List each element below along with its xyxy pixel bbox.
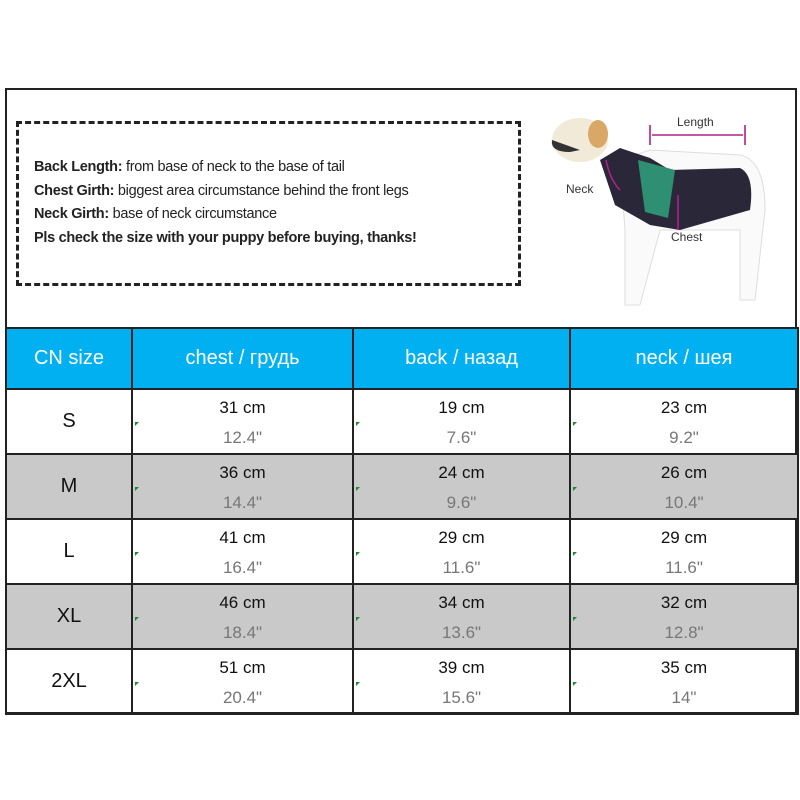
note-text: base of neck circumstance [108,206,277,222]
neck-cm: 29 cm [660,527,708,547]
back-cm: 34 cm [438,592,485,612]
cell-marker [573,422,577,426]
measurement-notes [16,121,521,286]
table-row [6,649,798,714]
table-row [6,519,798,584]
note-label: Chest Girth: [34,182,115,199]
chest-cell [132,519,353,584]
back-cell [353,389,570,454]
cell-marker [356,617,360,621]
size-cell: L [6,519,132,584]
chest-cm: 36 cm [219,462,266,482]
chest-label: Chest [671,230,703,244]
note-text: from base of neck to the base of tail [122,159,345,175]
header-back: back / назад [353,328,570,389]
note-neck-girth [34,203,417,227]
cell-marker [135,617,139,621]
table-header-row [6,328,798,389]
chest-cm: 46 cm [219,592,266,612]
chest-cm: 41 cm [219,527,266,547]
cell-marker [356,552,360,556]
back-cm: 19 cm [438,397,485,417]
table-row [6,454,798,519]
size-table [5,327,799,715]
note-back-length [34,156,417,180]
size-cell: 2XL [6,649,132,714]
chest-inches: 16.4" [222,557,263,577]
back-inches: 7.6" [446,427,477,447]
dog-measurement-diagram [540,100,790,315]
header-size: CN size [6,328,132,389]
cell-marker [573,617,577,621]
neck-inches: 14" [671,687,697,707]
cell-marker [356,422,360,426]
neck-inches: 9.2" [669,427,699,447]
length-label: Length [677,115,714,129]
cell-marker [135,552,139,556]
back-cell [353,454,570,519]
neck-inches: 11.6" [665,557,703,577]
size-cell: XL [6,584,132,649]
note-text: biggest area circumstance behind the front legs [114,182,409,199]
neck-cm: 26 cm [660,462,708,482]
note-label: Back Length: [34,159,123,175]
cell-marker [573,682,577,686]
chest-inches: 18.4" [222,622,263,642]
chest-cm: 51 cm [219,657,266,677]
cell-marker [135,487,139,491]
chest-cell [132,584,353,649]
note-chest-girth [34,180,417,204]
neck-cell [570,389,798,454]
size-cell: M [6,454,132,519]
back-inches: 15.6" [441,687,482,707]
neck-cm: 35 cm [660,657,708,677]
neck-cell [570,584,798,649]
chest-cm: 31 cm [219,397,266,417]
chest-inches: 20.4" [222,687,263,707]
cell-marker [356,487,360,491]
back-inches: 11.6" [442,557,481,577]
back-inches: 13.6" [441,622,482,642]
cell-marker [135,422,139,426]
cell-marker [356,682,360,686]
cell-marker [135,682,139,686]
chest-cell [132,454,353,519]
back-cell [353,584,570,649]
header-neck: neck / шея [570,328,798,389]
header-chest: chest / грудь [132,328,353,389]
note-reminder [34,227,417,251]
back-cell [353,649,570,714]
neck-cell [570,454,798,519]
back-cm: 39 cm [438,657,485,677]
size-cell: S [6,389,132,454]
back-inches: 9.6" [446,492,477,512]
dog-illustration [552,118,765,305]
table-row [6,389,798,454]
cell-marker [573,487,577,491]
table-row [6,584,798,649]
neck-inches: 12.8" [664,622,704,642]
neck-label: Neck [566,182,594,196]
back-cell [353,519,570,584]
note-label: Neck Girth: [34,206,109,222]
chest-cell [132,389,353,454]
chest-cell [132,649,353,714]
neck-cm: 23 cm [660,397,708,417]
cell-marker [573,552,577,556]
neck-inches: 10.4" [664,492,704,512]
neck-cell [570,519,798,584]
reminder-text: Pls check the size with your puppy before buying, thanks! [34,229,417,246]
chest-inches: 14.4" [222,492,263,512]
neck-cell [570,649,798,714]
back-cm: 29 cm [438,527,485,547]
back-cm: 24 cm [438,462,485,482]
chest-inches: 12.4" [222,427,263,447]
neck-cm: 32 cm [660,592,708,612]
